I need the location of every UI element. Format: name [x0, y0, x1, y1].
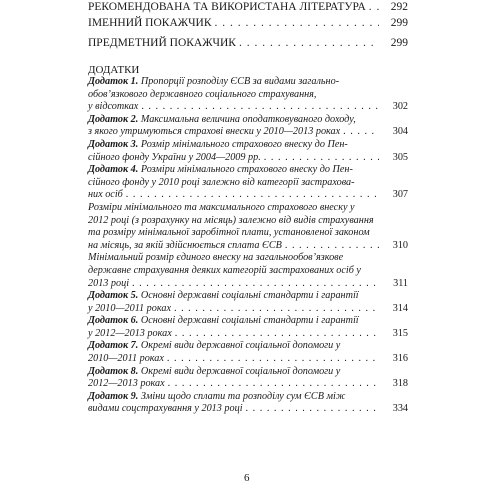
appendix-text: Мінімальний розмір єдиного внеску на загальнообов’язкове: [88, 252, 344, 264]
appendix-text: Основні державні соціальні стандарти і гарантії: [140, 315, 359, 327]
appendix-text: Основні державні соціальні стандарти і гарантії: [140, 290, 359, 302]
toc-entry-name-index: [88, 16, 408, 30]
leader-dots: [141, 101, 379, 114]
appendix-line: [88, 366, 408, 379]
leader-dots: [246, 403, 379, 416]
appendix-text: та розміру мінімальної заробітної плати, установленої законом: [88, 227, 370, 239]
appendix-text: у 2010—2011 роках: [88, 302, 171, 314]
appendix-page: 316: [392, 353, 408, 365]
appendix-line: [88, 215, 408, 228]
appendix-last-line: [88, 328, 408, 341]
appendix-last-line: [88, 353, 408, 366]
leader-dots: [174, 303, 379, 316]
appendix-last-line: [88, 152, 408, 165]
appendix-text: 2012—2013 роках: [88, 378, 165, 390]
appendix-line: [88, 315, 408, 328]
appendix-page: 334: [392, 403, 408, 415]
appendix-entry: [88, 76, 408, 114]
appendix-text: Максимальна величина оподатковуваного доходу,: [140, 113, 356, 125]
appendix-label: Додаток 2.: [88, 113, 139, 125]
appendix-line: [88, 227, 408, 240]
appendix-last-line: [88, 303, 408, 316]
appendix-list: [88, 76, 408, 416]
appendix-entry: [88, 114, 408, 139]
appendix-text: Окремі види державної соціальної допомоги у: [140, 365, 341, 377]
appendix-entry: [88, 340, 408, 365]
toc-title: ПРЕДМЕТНИЙ ПОКАЖЧИК: [88, 37, 236, 49]
leader-dots: [285, 240, 379, 253]
appendix-page: 310: [392, 239, 408, 251]
appendix-label: Додаток 7.: [88, 340, 139, 352]
toc-entry-literature: [88, 0, 408, 14]
leader-dots: [264, 152, 379, 165]
appendix-page: 307: [392, 189, 408, 201]
appendix-entry: [88, 164, 408, 202]
appendix-entry: [88, 139, 408, 164]
appendix-text: у 2012—2013 роках: [88, 327, 172, 339]
appendix-text: державне страхування деяких категорій застрахованих осіб у: [88, 264, 361, 276]
appendix-line: [88, 391, 408, 404]
appendix-line: [88, 164, 408, 177]
appendix-line: [88, 252, 408, 265]
appendix-text: Зміни щодо сплати та розподілу сум ЄСВ між: [140, 390, 346, 402]
appendix-text: Розміри мінімального та максимального страхового внеску у: [88, 201, 355, 213]
appendix-text: обов’язкового державного соціального страхування,: [88, 88, 317, 100]
appendix-line: [88, 202, 408, 215]
appendix-label: Додаток 4.: [88, 164, 139, 176]
appendix-last-line: [88, 189, 408, 202]
leader-dots: [175, 328, 379, 341]
leader-dots: [168, 378, 379, 391]
toc-entry-subject-index: [88, 36, 408, 50]
appendix-label: Додаток 5.: [88, 290, 139, 302]
appendix-text: 2013 році: [88, 277, 130, 289]
appendix-page: 302: [392, 101, 408, 113]
appendix-label: Додаток 8.: [88, 365, 139, 377]
toc-title: РЕКОМЕНДОВАНА ТА ВИКОРИСТАНА ЛІТЕРАТУРА: [88, 1, 366, 13]
appendix-line: [88, 139, 408, 152]
appendix-last-line: [88, 278, 408, 291]
appendix-line: [88, 177, 408, 190]
leader-dots: [132, 278, 379, 291]
appendix-text: з якого утримуються страхові внески у 2010—2013 роках: [88, 126, 341, 138]
appendix-last-line: [88, 101, 408, 114]
appendix-page: 304: [392, 126, 408, 138]
appendix-line: [88, 76, 408, 89]
appendix-label: Додаток 1.: [88, 76, 139, 87]
toc-page: 292: [390, 1, 408, 13]
appendix-text: Розміри мінімального страхового внеску до Пен-: [140, 164, 353, 176]
appendix-line: [88, 89, 408, 102]
leader-dots: [343, 126, 379, 139]
leader-dots: [167, 353, 379, 366]
appendix-entry: [88, 366, 408, 391]
appendix-line: [88, 290, 408, 303]
appendix-label: Додаток 6.: [88, 315, 139, 327]
appendix-text: сійного фонду у 2010 році залежно від категорії застрахова-: [88, 176, 355, 188]
appendix-text: Пропорції розподілу ЄСВ за видами загально-: [140, 76, 340, 87]
appendix-text: них осіб: [88, 189, 123, 201]
appendix-text: на місяць, за якій здійснюється сплата ЄСВ: [88, 239, 282, 251]
appendix-text: у відсотках: [88, 101, 139, 113]
appendix-label: Додаток 9.: [88, 390, 139, 402]
appendix-line: [88, 340, 408, 353]
appendix-last-line: [88, 378, 408, 391]
appendix-heading: ДОДАТКИ: [88, 64, 140, 76]
toc-page: 299: [390, 17, 408, 29]
appendix-page: 314: [392, 302, 408, 314]
leader-dots: [126, 189, 379, 202]
appendix-text: Окремі види державної соціальної допомоги у: [140, 340, 341, 352]
appendix-entry: [88, 290, 408, 315]
appendix-last-line: [88, 403, 408, 416]
appendix-entry: [88, 315, 408, 340]
appendix-line: [88, 265, 408, 278]
appendix-text: видами соцстрахування у 2013 році: [88, 403, 243, 415]
appendix-line: [88, 114, 408, 127]
appendix-page: 311: [393, 277, 408, 289]
appendix-page: 315: [392, 327, 408, 339]
page-number: 6: [244, 472, 250, 484]
appendix-last-line: [88, 240, 408, 253]
appendix-last-line: [88, 126, 408, 139]
appendix-entry: [88, 252, 408, 290]
appendix-text: 2012 році (з розрахунку на місяць) залежно від видів страхування: [88, 214, 374, 226]
appendix-entry: [88, 391, 408, 416]
toc-page: 299: [390, 37, 408, 49]
appendix-page: 318: [392, 378, 408, 390]
appendix-label: Додаток 3.: [88, 138, 139, 150]
appendix-entry: [88, 202, 408, 252]
appendix-page: 305: [392, 151, 408, 163]
appendix-text: сійного фонду України у 2004—2009 рр.: [88, 151, 261, 163]
appendix-text: 2010—2011 роках: [88, 353, 164, 365]
toc-title: ІМЕННИЙ ПОКАЖЧИК: [88, 17, 212, 29]
appendix-text: Розмір мінімального страхового внеску до Пен-: [140, 138, 348, 150]
